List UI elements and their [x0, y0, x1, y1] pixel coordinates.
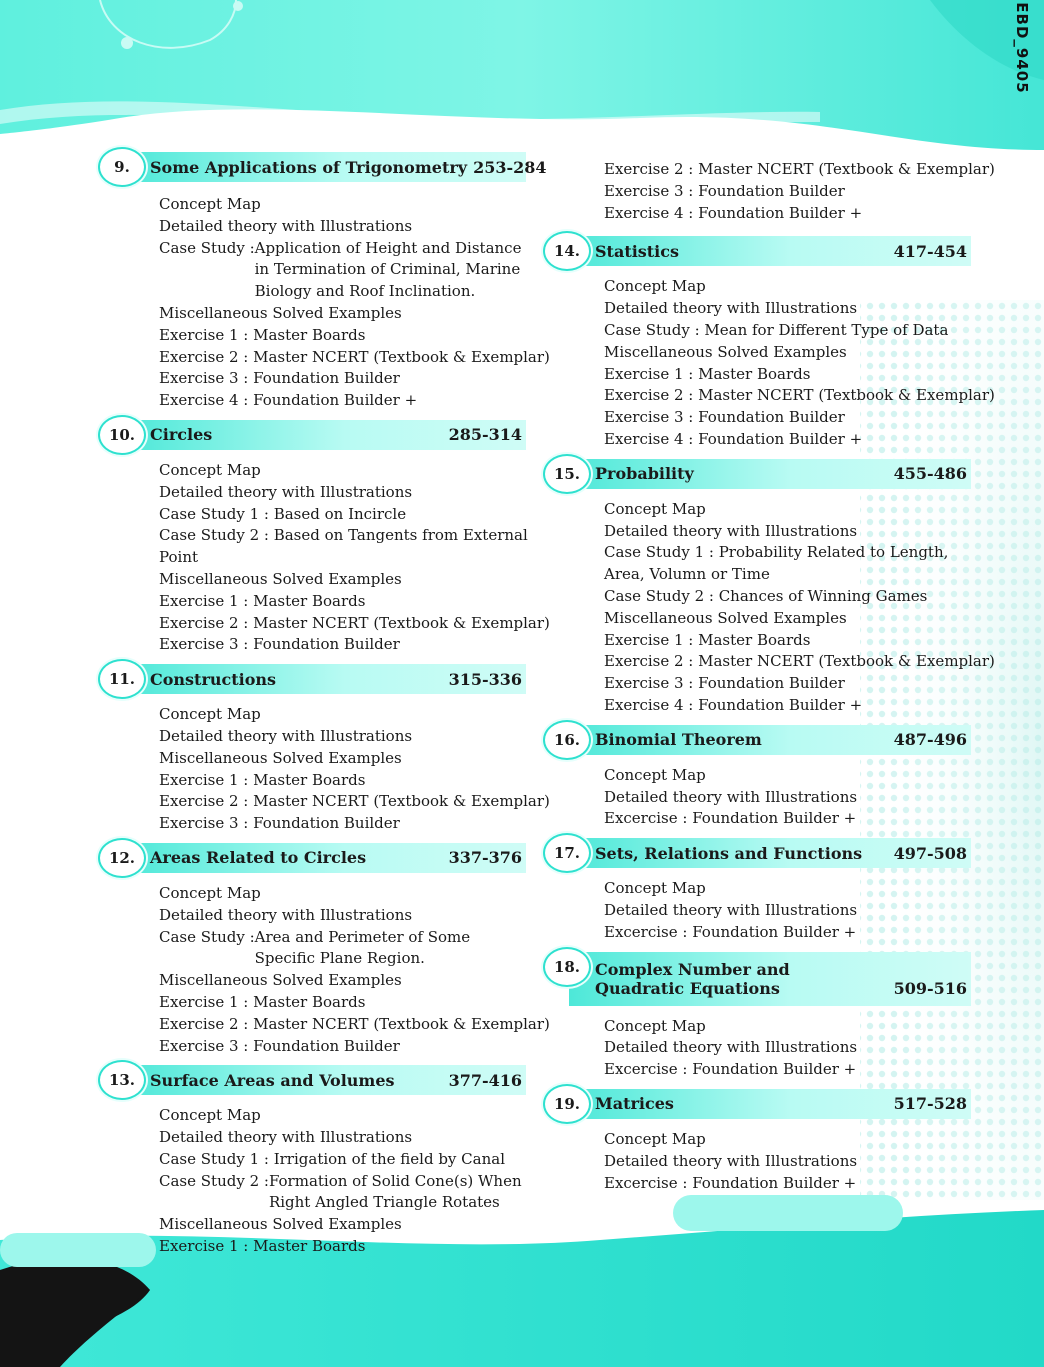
chapter-title: Surface Areas and Volumes — [150, 1070, 395, 1090]
list-item: Detailed theory with Illustrations — [604, 1151, 858, 1170]
chapter-pages: 253-284 — [473, 157, 547, 177]
chapter-pages: 497-508 — [893, 843, 967, 863]
chapter-contents — [604, 499, 995, 717]
chapter-pages: 315-336 — [448, 669, 522, 689]
book-code: EBD_9405 — [1013, 1, 1031, 94]
list-item: Case Study 2 : Chances of Winning Games — [604, 586, 928, 605]
chapter-19 — [543, 1089, 971, 1194]
list-item: Miscellaneous Solved Examples — [159, 971, 402, 990]
chapter-pages: 509-516 — [893, 978, 967, 998]
list-item: Concept Map — [159, 883, 261, 902]
chapter-title: Circles — [150, 425, 213, 445]
chapter-15 — [543, 459, 995, 717]
list-item: Concept Map — [159, 1106, 261, 1125]
chapter-number: 10. — [98, 415, 146, 455]
list-item: Detailed theory with Illustrations — [604, 521, 858, 540]
chapter-contents — [159, 704, 550, 835]
chapter-contents — [604, 1129, 971, 1194]
list-item: Miscellaneous Solved Examples — [159, 1215, 402, 1234]
list-item: Exercise 1 : Master Boards — [604, 364, 811, 383]
chapter-number: 18. — [543, 947, 591, 987]
list-item: Exercise 2 : Master NCERT (Textbook & Exemplar) — [159, 792, 550, 811]
chapter-title: Probability — [595, 464, 694, 484]
list-item: Detailed theory with Illustrations — [159, 1128, 413, 1147]
chapter-header[interactable] — [124, 152, 547, 182]
list-item: Detailed theory with Illustrations — [159, 482, 413, 501]
list-item: Detailed theory with Illustrations — [604, 900, 858, 919]
list-item: Exercise 4 : Foundation Builder + — [604, 203, 863, 222]
chapter-contents — [604, 765, 971, 830]
list-item: Case Study 1 : Based on Incircle — [159, 504, 407, 523]
chapter-title: Sets, Relations and Functions — [595, 843, 863, 863]
list-item: Exercise 1 : Master Boards — [159, 1237, 366, 1256]
chapter-title: Complex Number and — [595, 959, 790, 979]
chapter-number: 16. — [543, 720, 591, 760]
list-item: Exercise 1 : Master Boards — [159, 992, 366, 1011]
list-item: Exercise 3 : Foundation Builder — [159, 814, 400, 833]
list-item: Exercise 3 : Foundation Builder — [159, 369, 400, 388]
chapter-13 — [98, 1065, 526, 1258]
list-item: Excercise : Foundation Builder + — [604, 1173, 857, 1192]
chapter-title-row-2 — [595, 979, 967, 998]
list-item: Detailed theory with Illustrations — [604, 1038, 858, 1057]
chapter-11 — [98, 664, 550, 835]
chapter-contents — [159, 1105, 526, 1258]
list-item: Exercise 3 : Foundation Builder — [604, 674, 845, 693]
list-item: Case Study 1 : Irrigation of the field by Canal — [159, 1149, 505, 1168]
list-item: Miscellaneous Solved Examples — [159, 748, 402, 767]
continued-contents — [604, 159, 995, 224]
list-item: Exercise 3 : Foundation Builder — [159, 1036, 400, 1055]
chapter-number: 14. — [543, 231, 591, 271]
chapter-title: Some Applications of Trigonometry — [150, 157, 468, 177]
list-item: Exercise 3 : Foundation Builder — [604, 181, 845, 200]
list-item: Case Study : Application of Height and Distance in Termination of Criminal, Marine Biology and Roof Inclination. — [159, 238, 522, 301]
chapter-header[interactable] — [124, 1065, 526, 1095]
chapter-contents — [604, 1016, 971, 1081]
list-item: Exercise 4 : Foundation Builder + — [604, 429, 863, 448]
list-item: Miscellaneous Solved Examples — [604, 608, 847, 627]
list-item: Exercise 2 : Master NCERT (Textbook & Exemplar) — [159, 347, 550, 366]
chapter-pages: 337-376 — [448, 848, 522, 868]
list-item: Miscellaneous Solved Examples — [159, 569, 402, 588]
list-item: Area, Volumn or Time — [604, 565, 770, 584]
chapter-contents — [159, 883, 550, 1057]
chapter-number: 17. — [543, 833, 591, 873]
list-item: Detailed theory with Illustrations — [159, 905, 413, 924]
list-item: Excercise : Foundation Builder + — [604, 1060, 857, 1079]
list-item: Concept Map — [604, 1016, 706, 1035]
list-item: Detailed theory with Illustrations — [159, 216, 413, 235]
chapter-title: Areas Related to Circles — [150, 848, 367, 868]
list-item: Concept Map — [604, 879, 706, 898]
chapter-header[interactable] — [124, 420, 526, 450]
list-item: Exercise 2 : Master NCERT (Textbook & Exemplar) — [604, 652, 995, 671]
list-item: Exercise 3 : Foundation Builder — [159, 635, 400, 654]
list-item: Concept Map — [604, 765, 706, 784]
list-item: Case Study 1 : Probability Related to Length, — [604, 543, 949, 562]
chapter-pages: 455-486 — [893, 464, 967, 484]
chapter-12 — [98, 843, 550, 1057]
right-column — [543, 159, 995, 1194]
chapter-pages: 377-416 — [448, 1070, 522, 1090]
list-item: Concept Map — [604, 1129, 706, 1148]
list-item: Point — [159, 548, 199, 567]
chapter-header[interactable] — [124, 843, 526, 873]
list-item: Miscellaneous Solved Examples — [159, 303, 402, 322]
chapter-header[interactable] — [569, 459, 971, 489]
chapter-pages: 487-496 — [893, 730, 967, 750]
chapter-9 — [98, 152, 550, 412]
list-item: Case Study : Mean for Different Type of Data — [604, 320, 949, 339]
list-item: Exercise 2 : Master NCERT (Textbook & Exemplar) — [604, 160, 995, 178]
chapter-18 — [543, 952, 971, 1081]
list-item: Concept Map — [159, 460, 261, 479]
list-item: Exercise 4 : Foundation Builder + — [604, 695, 863, 714]
list-item: Exercise 2 : Master NCERT (Textbook & Exemplar) — [159, 1014, 550, 1033]
list-item: Exercise 4 : Foundation Builder + — [159, 391, 418, 410]
list-item: Exercise 1 : Master Boards — [159, 325, 366, 344]
chapter-header[interactable] — [124, 664, 526, 694]
list-item: Exercise 1 : Master Boards — [604, 630, 811, 649]
chapter-title: Constructions — [150, 669, 277, 689]
list-item: Case Study : Area and Perimeter of Some Specific Plane Region. — [159, 927, 471, 968]
chapter-contents — [159, 194, 550, 412]
chapter-contents — [159, 460, 550, 656]
chapter-pages: 417-454 — [893, 241, 967, 261]
chapter-number: 13. — [98, 1060, 146, 1100]
chapter-number: 15. — [543, 454, 591, 494]
list-item: Case Study 2 : Formation of Solid Cone(s) When Right Angled Triangle Rotates — [159, 1171, 522, 1212]
list-item: Detailed theory with Illustrations — [604, 299, 858, 318]
chapter-number: 11. — [98, 659, 146, 699]
chapter-title: Matrices — [595, 1094, 674, 1114]
list-item: Exercise 1 : Master Boards — [159, 770, 366, 789]
left-column — [98, 144, 550, 1258]
list-item: Concept Map — [159, 195, 261, 213]
chapter-contents — [604, 276, 995, 450]
list-item: Exercise 1 : Master Boards — [159, 591, 366, 610]
chapter-pages: 517-528 — [893, 1094, 967, 1114]
list-item: Exercise 3 : Foundation Builder — [604, 408, 845, 427]
list-item: Exercise 2 : Master NCERT (Textbook & Exemplar) — [159, 613, 550, 632]
chapter-number: 12. — [98, 838, 146, 878]
list-item: Excercise : Foundation Builder + — [604, 922, 857, 941]
chapter-title: Binomial Theorem — [595, 730, 762, 750]
list-item: Concept Map — [604, 499, 706, 518]
list-item: Detailed theory with Illustrations — [604, 787, 858, 806]
list-item: Miscellaneous Solved Examples — [604, 342, 847, 361]
chapter-16 — [543, 725, 971, 830]
chapter-header[interactable] — [569, 1089, 971, 1119]
chapter-pages: 285-314 — [448, 425, 522, 445]
list-item: Concept Map — [604, 277, 706, 296]
chapter-header[interactable] — [569, 725, 971, 755]
chapter-title: Statistics — [595, 241, 680, 261]
list-item: Exercise 2 : Master NCERT (Textbook & Exemplar) — [604, 386, 995, 405]
chapter-header[interactable] — [569, 236, 971, 266]
chapter-contents — [604, 878, 971, 943]
list-item: Excercise : Foundation Builder + — [604, 809, 857, 828]
list-item: Case Study 2 : Based on Tangents from External — [159, 526, 528, 545]
chapter-10 — [98, 420, 550, 656]
chapter-title-line-2: Quadratic Equations — [595, 978, 780, 998]
chapter-number: 19. — [543, 1084, 591, 1124]
list-item: Concept Map — [159, 705, 261, 724]
chapter-14 — [543, 236, 995, 450]
list-item: Detailed theory with Illustrations — [159, 726, 413, 745]
chapter-header[interactable] — [569, 838, 971, 868]
chapter-header[interactable] — [569, 952, 971, 1006]
chapter-number: 9. — [98, 147, 146, 187]
chapter-17 — [543, 838, 971, 943]
